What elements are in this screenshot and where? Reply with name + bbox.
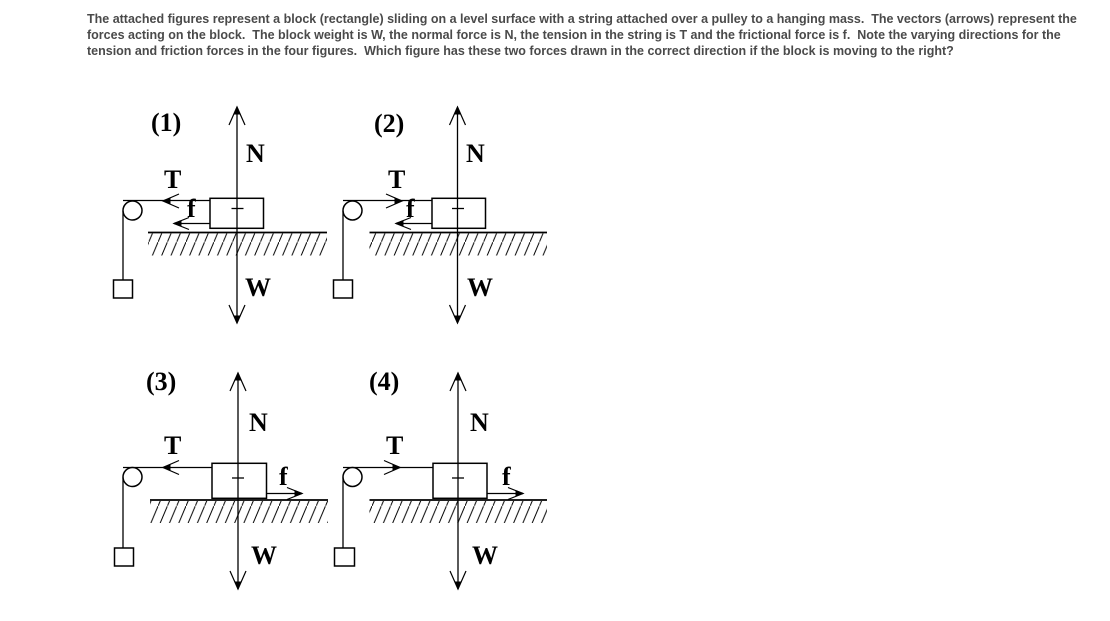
hanging-mass	[334, 280, 353, 298]
figure-number-label: (4)	[369, 367, 400, 396]
friction-label: f	[502, 462, 511, 491]
friction-arrowhead-tip	[395, 220, 404, 227]
weight-arrowhead-tip	[454, 582, 462, 591]
figure-number-label: (1)	[151, 108, 182, 137]
weight-arrowhead-tip	[233, 316, 241, 325]
friction-label: f	[279, 462, 288, 491]
pulley	[123, 201, 142, 220]
pulley	[343, 201, 362, 220]
weight-label: W	[472, 541, 498, 570]
figure-number-label: (2)	[374, 109, 405, 138]
hanging-mass	[335, 548, 355, 566]
normal-arrowhead-tip	[454, 106, 462, 115]
weight-label: W	[467, 273, 493, 302]
normal-arrowhead-tip	[234, 372, 242, 381]
block	[432, 198, 486, 228]
tension-arrowhead-tip	[393, 464, 402, 471]
tension-label: T	[164, 165, 182, 194]
weight-label: W	[251, 541, 277, 570]
friction-arrowhead-tip	[516, 490, 525, 497]
tension-label: T	[386, 431, 404, 460]
figure-number-label: (3)	[146, 367, 177, 396]
hanging-mass	[114, 280, 133, 298]
tension-arrowhead-tip	[162, 197, 171, 204]
weight-label: W	[245, 273, 271, 302]
question-text: The attached figures represent a block (rectangle) sliding on a level surface with a string attached over a pulley to a hanging mass. The vectors (arrows) represent the forces acting on the block. The block weight is W, the normal force is N, the tension in the string is T and the frictional force is f. Note the varying directions for the tension and friction forces in the four figures. Which figure has these two forces drawn in the correct direction if the block is moving to the right?	[87, 12, 1081, 58]
tension-label: T	[164, 431, 182, 460]
ground-hatching	[150, 501, 328, 523]
weight-arrowhead-tip	[454, 316, 462, 325]
normal-label: N	[470, 408, 489, 437]
figure-3	[115, 367, 329, 590]
tension-label: T	[388, 165, 406, 194]
pulley	[343, 468, 362, 487]
figure-1	[114, 106, 328, 324]
normal-label: N	[246, 139, 265, 168]
hanging-mass	[115, 548, 134, 566]
friction-label: f	[406, 194, 415, 223]
normal-arrowhead-tip	[454, 372, 462, 381]
pulley	[123, 468, 142, 487]
figure-2	[334, 106, 548, 324]
friction-label: f	[187, 194, 196, 223]
normal-label: N	[249, 408, 268, 437]
tension-arrowhead-tip	[162, 464, 171, 471]
friction-arrowhead-tip	[295, 490, 304, 497]
ground-hatching	[370, 234, 548, 256]
figure-4	[335, 367, 548, 590]
tension-arrowhead-tip	[395, 197, 404, 204]
normal-arrowhead-tip	[233, 106, 241, 115]
friction-arrowhead-tip	[173, 220, 182, 227]
normal-label: N	[466, 139, 485, 168]
weight-arrowhead-tip	[234, 582, 242, 591]
block	[212, 463, 267, 498]
block	[433, 463, 487, 498]
